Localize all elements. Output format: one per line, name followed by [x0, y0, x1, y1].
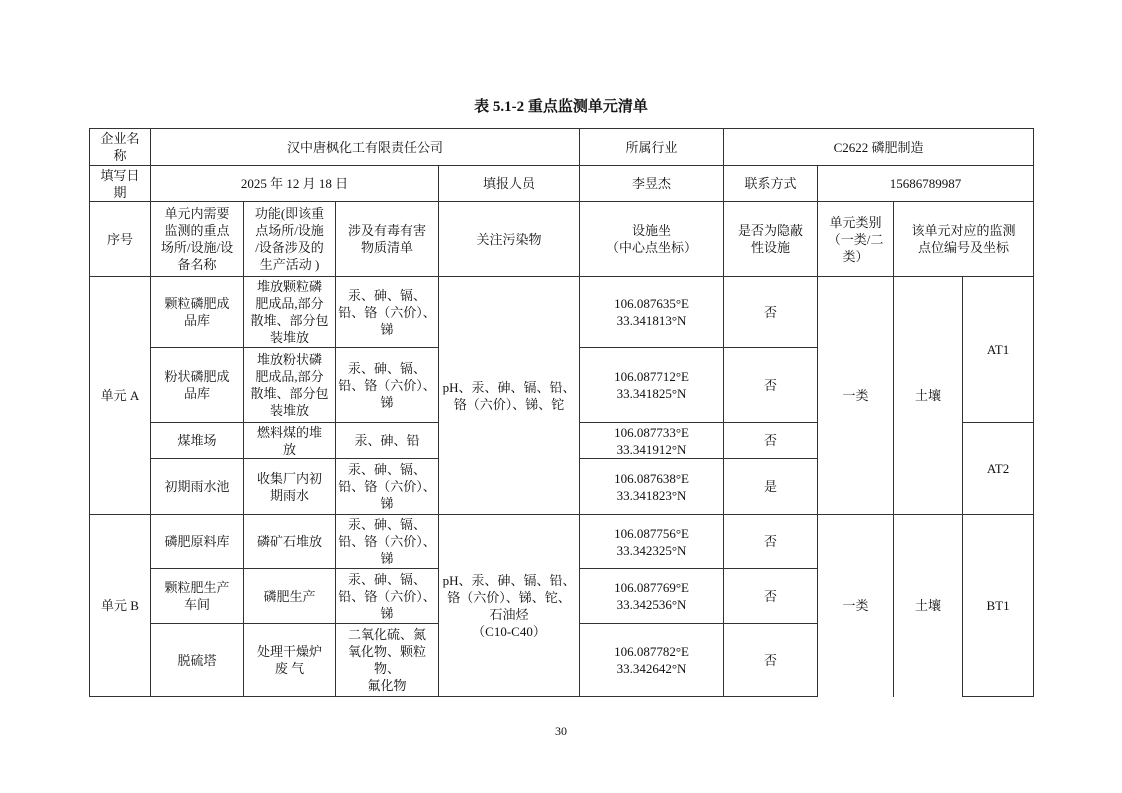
reporter-value: 李昱杰	[580, 166, 724, 202]
coords: 106.087638°E 33.341823°N	[580, 459, 724, 515]
date-value: 2025 年 12 月 18 日	[151, 166, 439, 202]
monitoring-point: AT2	[963, 423, 1034, 515]
header-function: 功能(即该重 点场所/设施 /设备涉及的 生产活动 )	[244, 202, 336, 277]
hidden-flag: 否	[724, 515, 818, 569]
substances: 汞、砷、镉、 铅、铬（六价）、 锑	[336, 348, 439, 423]
coords: 106.087782°E 33.342642°N	[580, 624, 724, 697]
header-points: 该单元对应的监测 点位编号及坐标	[894, 202, 1034, 277]
company-value: 汉中唐枫化工有限责任公司	[151, 129, 580, 166]
table-row	[90, 515, 1034, 569]
substances: 二氧化硫、氮 氧化物、颗粒 物、 氟化物	[336, 624, 439, 697]
function: 磷肥生产	[244, 569, 336, 624]
substances: 汞、砷、镉、 铅、铬（六价）、 锑	[336, 515, 439, 569]
function: 堆放粉状磷 肥成品,部分 散堆、部分包 装堆放	[244, 348, 336, 423]
hidden-flag: 是	[724, 459, 818, 515]
date-label: 填写日 期	[90, 166, 151, 202]
page-number: 30	[555, 724, 567, 738]
medium: 土壤	[894, 277, 963, 515]
header-index: 序号	[90, 202, 151, 277]
info-row-company	[90, 129, 1034, 166]
hidden-flag: 否	[724, 348, 818, 423]
function: 收集厂内初 期雨水	[244, 459, 336, 515]
coords: 106.087635°E 33.341813°N	[580, 277, 724, 348]
hidden-flag: 否	[724, 423, 818, 459]
medium: 土壤	[894, 515, 963, 697]
contact-value: 15686789987	[818, 166, 1034, 202]
function: 处理干燥炉 废 气	[244, 624, 336, 697]
facility: 脱硫塔	[151, 624, 244, 697]
reporter-label: 填报人员	[439, 166, 580, 202]
function: 燃料煤的堆 放	[244, 423, 336, 459]
facility: 初期雨水池	[151, 459, 244, 515]
hidden-flag: 否	[724, 624, 818, 697]
hidden-flag: 否	[724, 569, 818, 624]
monitoring-point: BT1	[963, 515, 1034, 697]
substances: 汞、砷、镉、 铅、铬（六价）、 锑	[336, 277, 439, 348]
unit-category: 一类	[818, 277, 894, 515]
info-row-date	[90, 166, 1034, 202]
header-pollutants: 关注污染物	[439, 202, 580, 277]
facility: 颗粒肥生产 车间	[151, 569, 244, 624]
coords: 106.087769°E 33.342536°N	[580, 569, 724, 624]
table-row	[90, 277, 1034, 348]
function: 磷矿石堆放	[244, 515, 336, 569]
function: 堆放颗粒磷 肥成品,部分 散堆、部分包 装堆放	[244, 277, 336, 348]
monitoring-unit-table	[89, 128, 1034, 697]
facility: 颗粒磷肥成 品库	[151, 277, 244, 348]
coords: 106.087756°E 33.342325°N	[580, 515, 724, 569]
unit-name: 单元 A	[90, 277, 151, 515]
company-label: 企业名 称	[90, 129, 151, 166]
substances: 汞、砷、铅	[336, 423, 439, 459]
substances: 汞、砷、镉、 铅、铬（六价）、 锑	[336, 569, 439, 624]
hidden-flag: 否	[724, 277, 818, 348]
industry-label: 所属行业	[580, 129, 724, 166]
coords: 106.087733°E 33.341912°N	[580, 423, 724, 459]
header-hidden: 是否为隐蔽 性设施	[724, 202, 818, 277]
pollutants: pH、汞、砷、镉、铅、 铬（六价）、锑、铊	[439, 277, 580, 515]
header-facility: 单元内需要 监测的重点 场所/设施/设 备名称	[151, 202, 244, 277]
industry-value: C2622 磷肥制造	[724, 129, 1034, 166]
facility: 煤堆场	[151, 423, 244, 459]
substances: 汞、砷、镉、 铅、铬（六价）、 锑	[336, 459, 439, 515]
contact-label: 联系方式	[724, 166, 818, 202]
header-coords: 设施坐 （中心点坐标）	[580, 202, 724, 277]
monitoring-point: AT1	[963, 277, 1034, 423]
header-row	[90, 202, 1034, 277]
coords: 106.087712°E 33.341825°N	[580, 348, 724, 423]
pollutants: pH、汞、砷、镉、铅、 铬（六价）、锑、铊、 石油烃 （C10-C40）	[439, 515, 580, 697]
facility: 磷肥原料库	[151, 515, 244, 569]
facility: 粉状磷肥成 品库	[151, 348, 244, 423]
header-category: 单元类别 （一类/二 类）	[818, 202, 894, 277]
unit-category: 一类	[818, 515, 894, 697]
unit-name: 单元 B	[90, 515, 151, 697]
table-title: 表 5.1-2 重点监测单元清单	[474, 99, 648, 115]
header-substances: 涉及有毒有害 物质清单	[336, 202, 439, 277]
